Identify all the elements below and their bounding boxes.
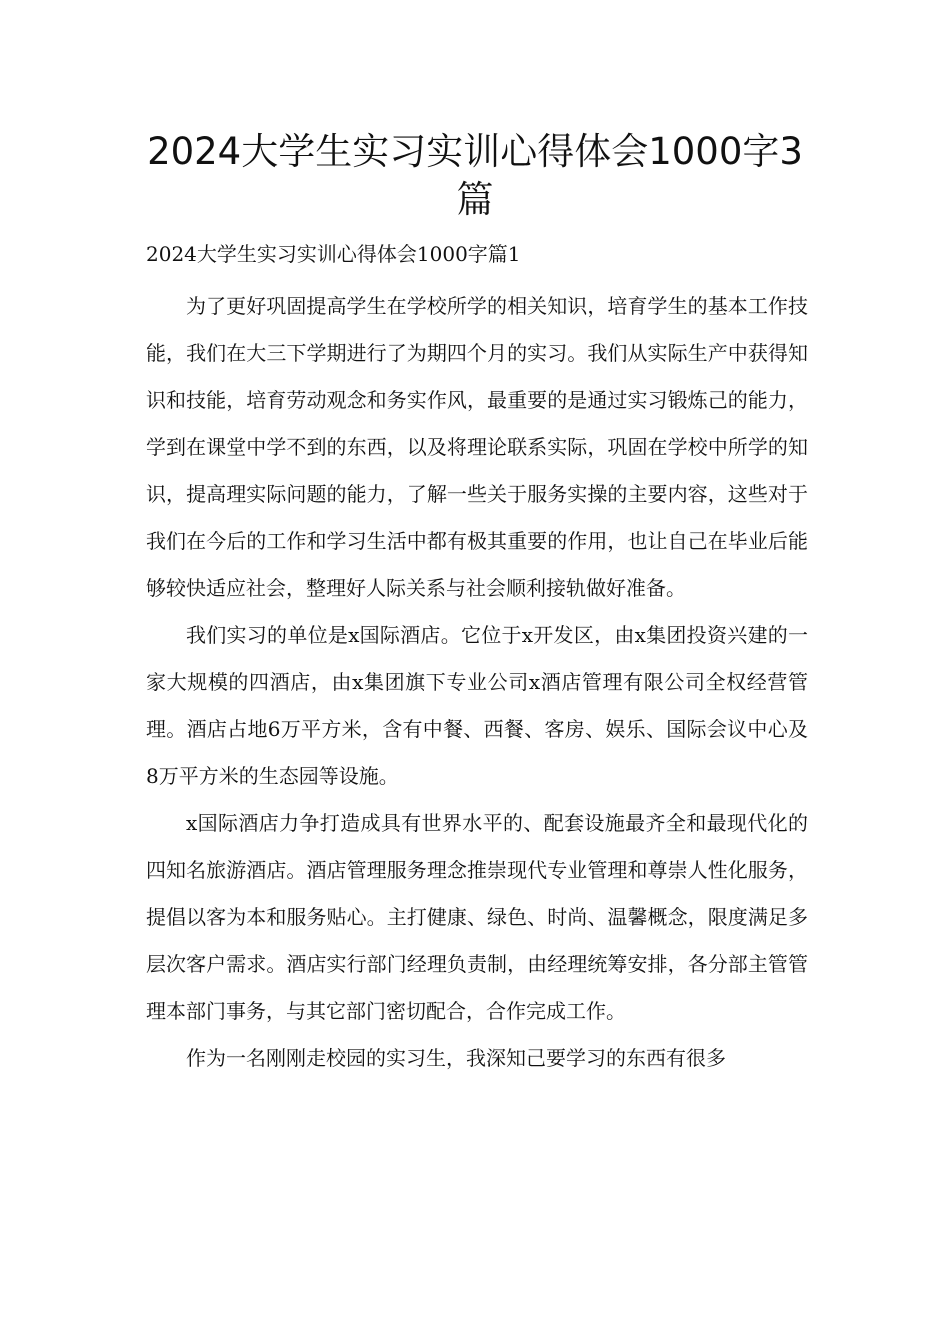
body-paragraph: 作为一名刚刚走校园的实习生，我深知己要学习的东西有很多 [186,1046,726,1070]
document-body [146,283,808,1082]
body-paragraph: 为了更好巩固提高学生在学校所学的相关知识，培育学生的基本工作技能，我们在大三下学期进行了为期四个月的实习。我们从实际生产中获得知识和技能，培育劳动观念和务实作风，最重要的是通过实习锻炼己的能力，学到在课堂中学不到的东西，以及将理论联系实际，巩固在学校中所学的知识，提高理实际问题的能力，了解一些关于服务实操的主要内容，这些对于我们在今后的工作和学习生活中都有极其重要的作用，也让自己在毕业后能够较快适应社会，整理好人际关系与社会顺利接轨做好准备。 [146,294,808,600]
document-title: 2024大学生实习实训心得体会1000字3篇 [147,130,803,221]
body-paragraph: 我们实习的单位是x国际酒店。它位于x开发区，由x集团投资兴建的一家大规模的四酒店，由x集团旗下专业公司x酒店管理有限公司全权经营管理。酒店占地6万平方米，含有中餐、西餐、客房、娱乐、国际会议中心及8万平方米的生态园等设施。 [146,623,808,788]
body-paragraph: x国际酒店力争打造成具有世界水平的、配套设施最齐全和最现代化的四知名旅游酒店。酒店管理服务理念推崇现代专业管理和尊崇人性化服务，提倡以客为本和服务贴心。主打健康、绿色、时尚、温馨概念，限度满足多层次客户需求。酒店实行部门经理负责制，由经理统筹安排，各分部主管管理本部门事务，与其它部门密切配合，合作完成工作。 [146,811,808,1023]
section-heading: 2024大学生实习实训心得体会1000字篇1 [146,242,521,266]
